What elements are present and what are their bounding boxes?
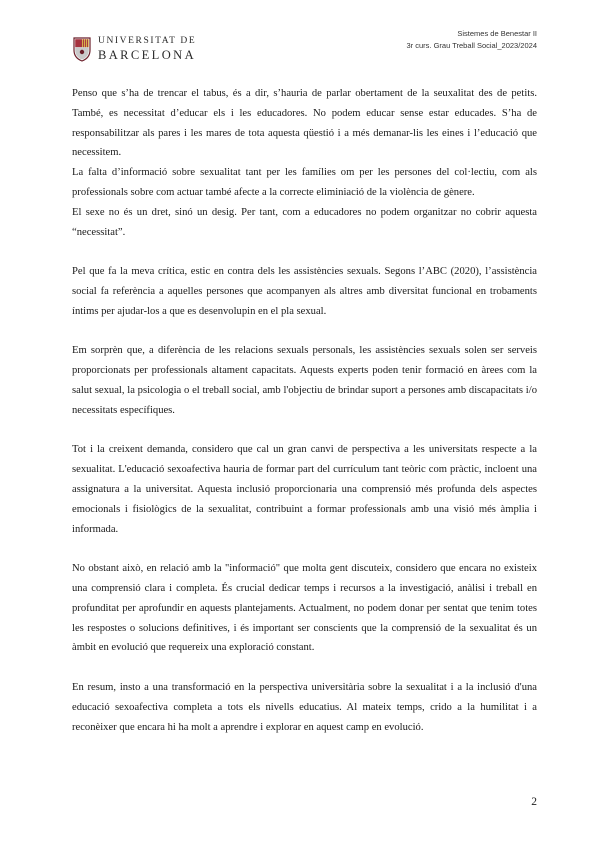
document-body [72, 84, 537, 737]
paragraph: Tot i la creixent demanda, considero que cal un gran canvi de perspectiva a les universitats respecte a la sexualitat. L'educació sexoafectiva hauria de formar part del currículum tant teòric com pràctic, incloent una assignatura a la universitat. Aquesta inclusió proporcionaria una comprensió més profunda dels aspectes emocionals i fisiològics de la sexualitat, contribuint a formar professionals amb una visió més àmplia i informada. [72, 444, 537, 535]
course-info-block [407, 28, 538, 52]
university-logo [72, 36, 196, 62]
paragraph: Pel que fa la meva crítica, estic en contra dels les assistències sexuals. Segons l’ABC (2020), l’assistència social fa referència a aquelles persones que acompanyen als altres amb diversitat funcional en trobaments íntims per ajudar-los a que es desenvolupin en el pla sexual. [72, 266, 537, 317]
paragraph: No obstant això, en relació amb la "informació" que molta gent discuteix, considero que encara no existeix una comprensió clara i completa. És crucial dedicar temps i recursos a la investigació, anàlisi i treball en profunditat per aprofundir en aquests plantejaments. Actualment, no podem donar per sentat que tenim totes les respostes o solucions definitives, i és important ser conscients que la comprensió de la sexualitat és un àmbit en evolució que requereix una exploració constant. [72, 563, 537, 654]
paragraph: En resum, insto a una transformació en la perspectiva universitària sobre la sexualitat i a la inclusió d'una educació sexoafectiva completa a tots els nivells educatius. Al mateix temps, crido a la humilitat i a reconèixer que encara hi ha molt a aprendre i explorar en aquest camp en evolució. [72, 681, 537, 733]
paragraph: Em sorprèn que, a diferència de les relacions sexuals personals, les assistències sexuals solen ser serveis proporcionats per professionals altament capacitats. Aquests experts poden tenir formació en àrees com la salut sexual, la psicologia o el treball social, amb l'objectiu de brindar suport a persones amb discapacitats i/o necessitats específiques. [72, 345, 537, 416]
page-header [72, 28, 537, 68]
paragraph: Penso que s’ha de trencar el tabus, és a dir, s’hauria de parlar obertament de la seuxalitat des de petits. També, es necessitat d’educar els i les educadores. No podem educar sense estar educades. S’ha de responsabilitzar als pares i les mares de tota aquesta qüestió i a més demanar-lis les eines i l’educació que necessitem. [72, 88, 537, 159]
course-details: 3r curs. Grau Treball Social_2023/2024 [406, 41, 537, 50]
university-crest-icon [72, 36, 92, 62]
page-number: 2 [531, 796, 537, 808]
paragraph: El sexe no és un dret, sinó un desig. Per tant, com a educadores no podem organitzar no cobrir aquesta “necessitat”. [72, 206, 537, 238]
logo-university-text: UNIVERSITAT DE [98, 36, 197, 46]
course-title: Sistemes de Benestar II [457, 29, 537, 38]
paragraph: La falta d’informació sobre sexualitat tant per les famílies om per les persones del col·lectiu, com als professionals sobre com actuar també afecte a la correcte eliminiació de la violència de gènere. [72, 167, 537, 198]
logo-city-text: BARCELONA [98, 47, 196, 62]
